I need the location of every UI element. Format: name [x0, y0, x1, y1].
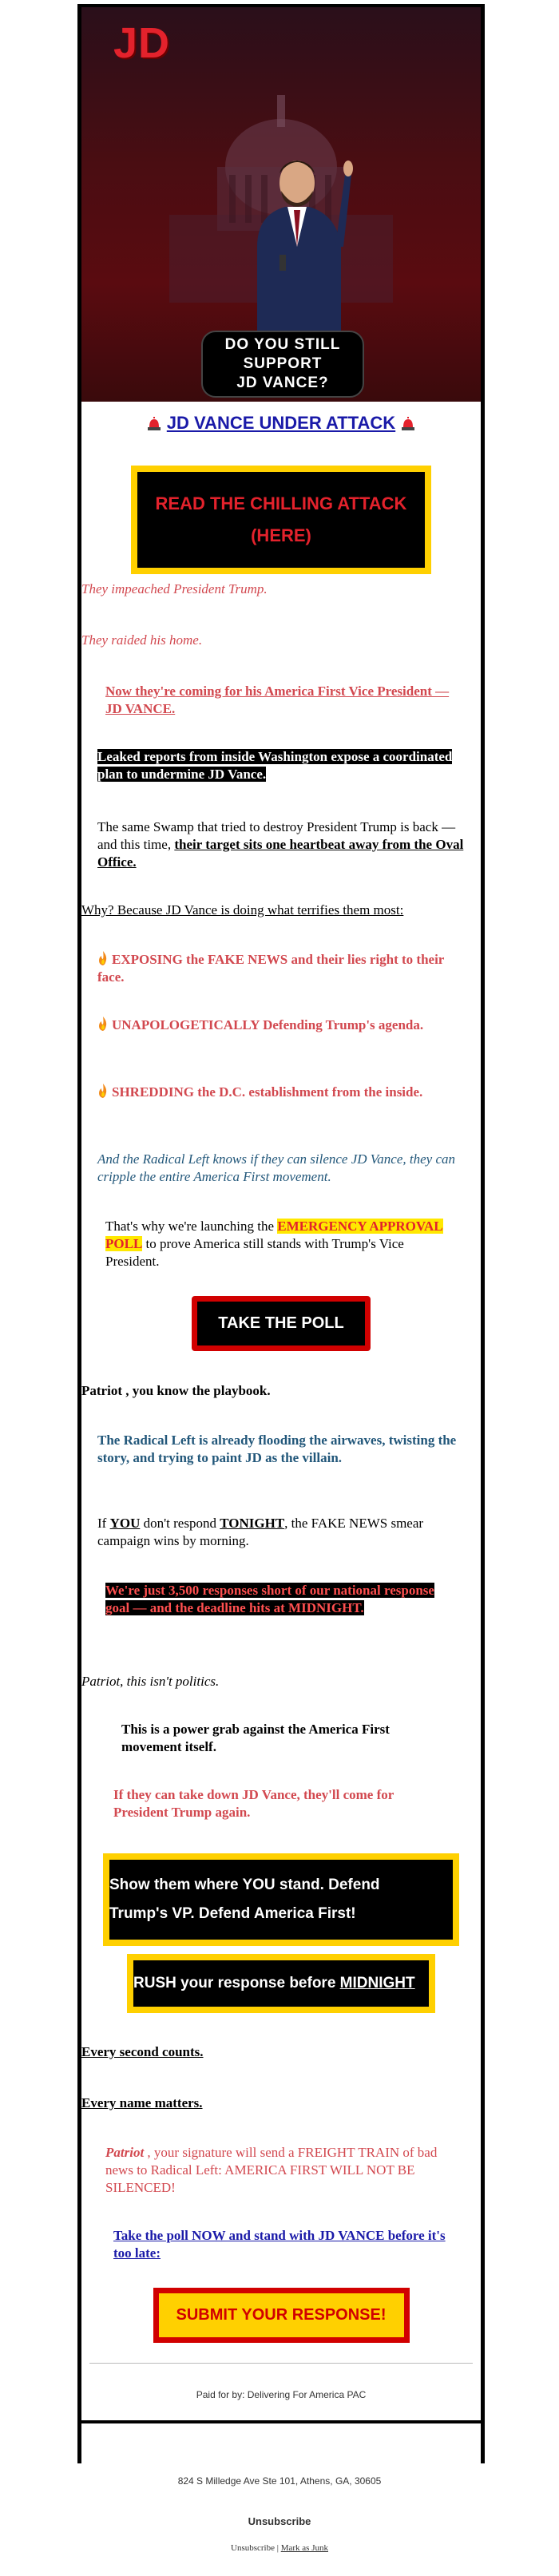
show-them-row — [81, 1853, 481, 1946]
badge-line-2: SUPPORT — [243, 355, 323, 372]
if-pre: If — [97, 1516, 110, 1531]
fire-icon — [97, 951, 109, 965]
flooding-text: The Radical Left is already flooding the airwaves, twisting the story, and trying to paint JD as the villain. — [97, 1433, 457, 1465]
if-tonight: TONIGHT — [220, 1516, 285, 1531]
headline-row — [96, 413, 466, 434]
power-grab-text: This is a power grab against the America First movement itself. — [121, 1722, 390, 1754]
if-post: , the FAKE NEWS smear campaign wins by morning. — [97, 1516, 424, 1548]
hero-question-badge — [201, 331, 364, 398]
submit-row — [81, 2288, 481, 2343]
if-you: YOU — [109, 1516, 141, 1531]
email-container — [77, 4, 485, 2463]
coming-link[interactable]: Now they're coming for his America First Vice President — JD VANCE. — [105, 684, 450, 716]
every-second-underlined: Every second counts. — [81, 2044, 204, 2059]
sig-rest: , your signature will send a FREIGHT TRAIN of bad news to Radical Left: AMERICA FIRST WILL NOT BE SILENCED! — [105, 2145, 438, 2195]
rush-row — [81, 1954, 481, 2013]
impeached-text: They impeached President Trump. — [81, 581, 268, 596]
short-highlight: We're just 3,500 responses short of our national response goal — and the deadline hits at MIDNIGHT. — [105, 1583, 434, 1615]
read-attack-line-1: READ THE CHILLING ATTACK — [155, 493, 407, 513]
siren-icon — [146, 416, 162, 430]
footer-divider — [89, 2363, 473, 2364]
raided-text: They raided his home. — [81, 632, 203, 648]
siren-icon — [400, 416, 416, 430]
unsubscribe-heading: Unsubscribe — [248, 2515, 311, 2527]
rush-pre: RUSH your response before — [133, 1975, 340, 1991]
coming-text[interactable] — [81, 683, 481, 718]
launch-pre: That's why we're launching the — [105, 1219, 278, 1234]
email-body — [81, 413, 481, 574]
mark-junk-link[interactable]: Mark as Junk — [280, 2543, 328, 2553]
link-separator: | — [276, 2543, 279, 2553]
take-now-text[interactable] — [81, 2227, 481, 2262]
unsubscribe-links — [0, 2543, 559, 2553]
badge-line-1: DO YOU STILL — [224, 336, 341, 353]
short-text — [81, 1582, 481, 1617]
submit-response-button[interactable]: SUBMIT YOUR RESPONSE! — [153, 2288, 410, 2343]
patriot-playbook-text: Patriot , you know the playbook. — [81, 1383, 271, 1398]
take-poll-button[interactable]: TAKE THE POLL — [192, 1296, 370, 1351]
swamp-text — [81, 818, 481, 871]
fire-icon — [97, 1084, 109, 1098]
if-you-text — [81, 1515, 481, 1550]
hero-image[interactable] — [81, 7, 481, 402]
read-attack-button[interactable] — [131, 466, 431, 574]
launch-text — [81, 1218, 481, 1270]
bullet-1-text: EXPOSING the FAKE NEWS and their lies right to their face. — [97, 952, 445, 985]
launch-post: to prove America still stands with Trump's Vice President. — [105, 1236, 404, 1269]
bullet-3-text: SHREDDING the D.C. establishment from the inside. — [112, 1084, 423, 1100]
mailing-address: 824 S Milledge Ave Ste 101, Athens, GA, 30605 — [177, 2475, 382, 2487]
jd-logo: JD — [113, 19, 171, 67]
radical-text: And the Radical Left knows if they can silence JD Vance, they can cripple the entire America First movement. — [97, 1151, 456, 1184]
leaked-highlight: Leaked reports from inside Washington expose a coordinated plan to undermine JD Vance. — [97, 749, 453, 782]
bullet-3 — [81, 1084, 481, 1101]
email-bottom-border — [81, 2420, 481, 2463]
sig-patriot: Patriot — [105, 2145, 145, 2160]
every-name-text — [81, 2094, 481, 2112]
unsubscribe-link[interactable]: Unsubscribe — [231, 2543, 275, 2553]
badge-line-3: JD VANCE? — [236, 375, 329, 391]
show-them-button[interactable] — [103, 1853, 459, 1946]
why-text — [81, 902, 481, 919]
paid-for-text: Paid for by: Delivering For America PAC — [196, 2389, 367, 2400]
take-poll-row — [81, 1296, 481, 1351]
show-them-line-2: Trump's VP. Defend America First! — [109, 1905, 356, 1922]
take-down-text: If they can take down JD Vance, they'll come for President Trump again. — [113, 1787, 394, 1820]
rush-response-button[interactable] — [127, 1954, 435, 2013]
bullet-2 — [81, 1017, 481, 1034]
every-name-underlined: Every name matters. — [81, 2095, 203, 2110]
headline-link[interactable]: JD VANCE UNDER ATTACK — [166, 413, 396, 433]
show-them-line-1: Show them where YOU stand. Defend — [109, 1877, 380, 1893]
fire-icon — [97, 1017, 109, 1031]
leaked-text — [81, 748, 481, 783]
not-politics-text: Patriot, this isn't politics. — [81, 1674, 220, 1689]
why-underlined: Why? Because JD Vance is doing what terrifies them most: — [81, 902, 404, 917]
bullet-2-text: UNAPOLOGETICALLY Defending Trump's agenda. — [112, 1017, 424, 1032]
swamp-pre: The same Swamp that tried to destroy President Trump is back — and this time, — [97, 819, 456, 852]
swamp-bold: their target sits one heartbeat away from the Oval Office. — [97, 837, 464, 870]
if-mid: don't respond — [140, 1516, 220, 1531]
every-second-text — [81, 2043, 481, 2061]
take-now-link[interactable]: Take the poll NOW and stand with JD VANCE before it's too late: — [113, 2228, 446, 2261]
read-attack-line-2: (HERE) — [251, 525, 311, 545]
emergency-poll-highlight: EMERGENCY APPROVAL POLL — [105, 1219, 443, 1251]
signature-text — [81, 2144, 481, 2197]
bullet-1 — [81, 951, 481, 986]
rush-midnight: MIDNIGHT — [339, 1975, 415, 1991]
